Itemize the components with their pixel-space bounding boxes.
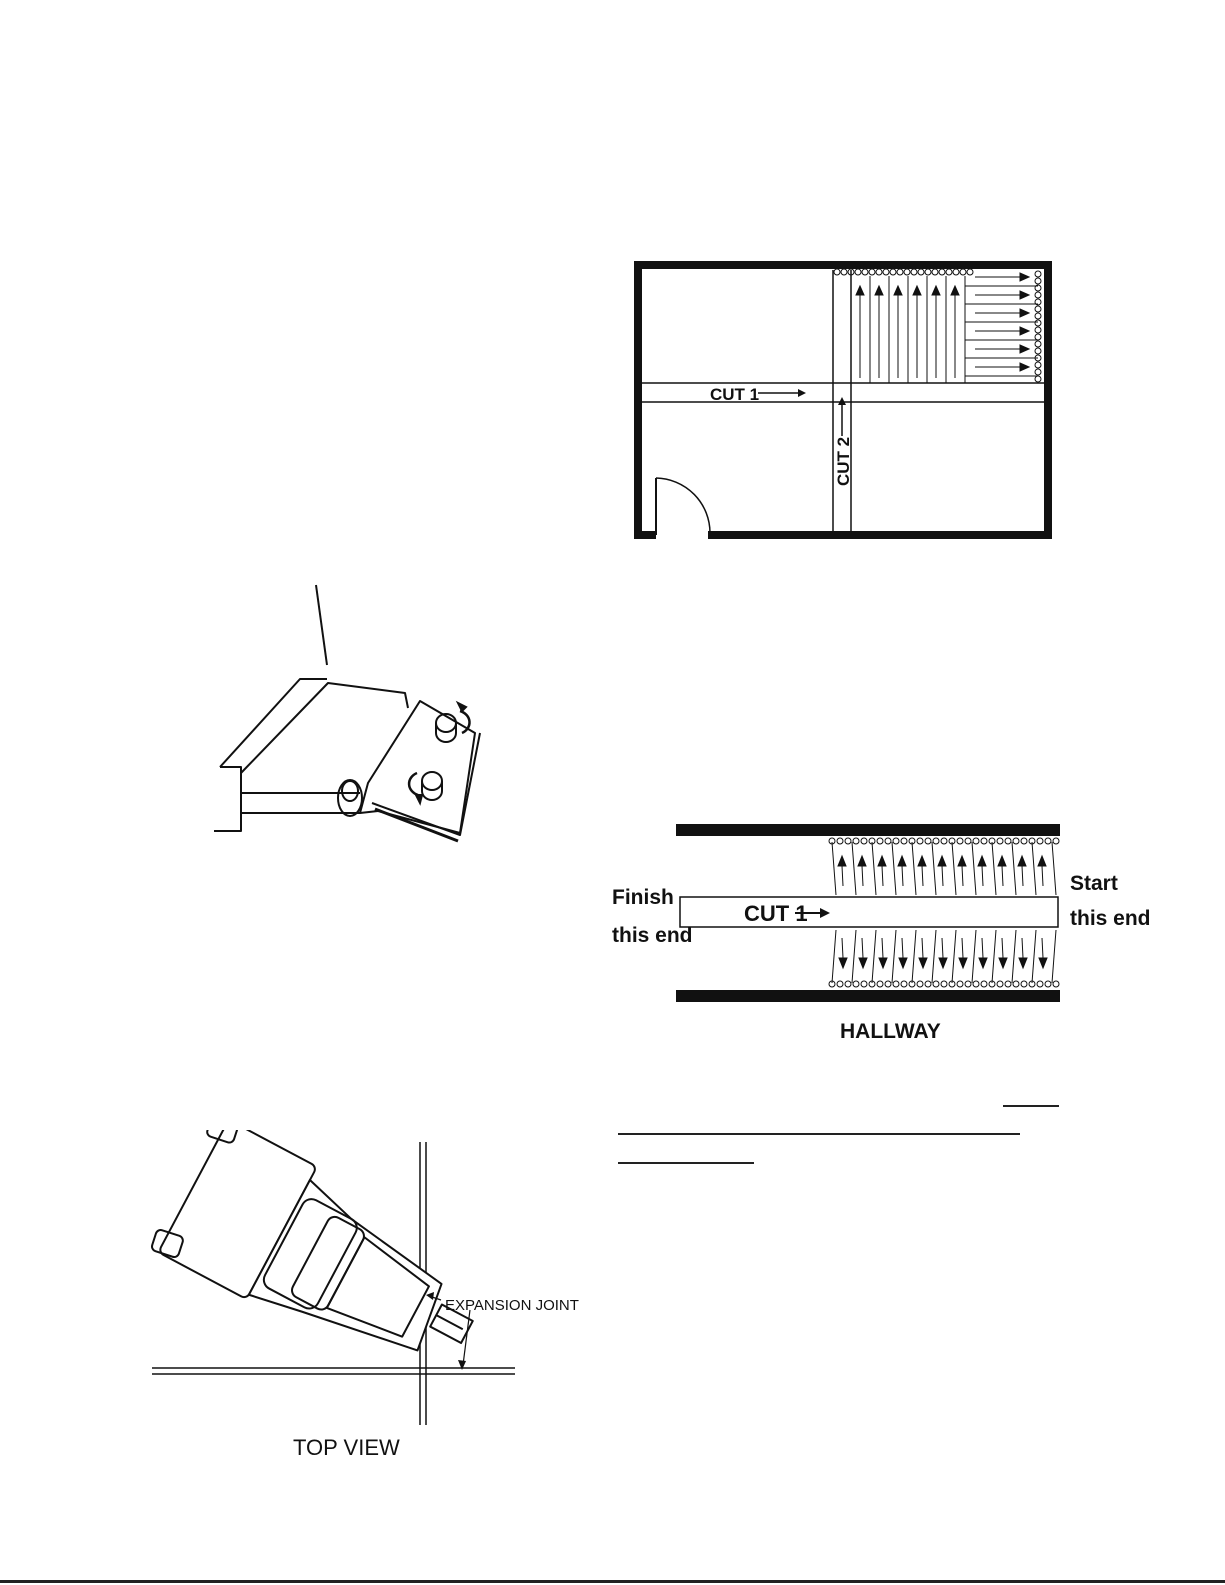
- blank-underline-1: [1003, 1105, 1059, 1107]
- hallway-lower-strips: [832, 930, 1056, 983]
- expansion-joint-label: EXPANSION JOINT: [445, 1297, 579, 1314]
- bolt-bottom: [409, 772, 442, 803]
- blank-underline-2: [618, 1133, 1020, 1135]
- page-bottom-rule: [0, 1580, 1225, 1583]
- room-cut1-label: CUT 1: [710, 385, 760, 404]
- hallway-curled-edge-bottom: [829, 981, 1059, 987]
- hallway-caption: HALLWAY: [840, 1020, 941, 1043]
- machine-top-view: [145, 1130, 503, 1399]
- hallway-cut-diagram: [610, 820, 1155, 1050]
- top-view-diagram: [145, 1130, 585, 1465]
- hallway-cut-band: [680, 897, 1058, 927]
- door-gap: [656, 530, 708, 540]
- blank-underline-3: [618, 1162, 754, 1164]
- top-view-caption: TOP VIEW: [293, 1435, 400, 1460]
- start-label-line1: Start: [1070, 872, 1118, 895]
- bolt-top: [436, 703, 470, 742]
- start-label-line2: this end: [1070, 907, 1151, 930]
- hallway-wall-top: [676, 824, 1060, 836]
- hallway-cut1-label: CUT 1: [744, 901, 808, 926]
- curled-tile-edge-right: [1035, 271, 1041, 382]
- door-swing-arc: [656, 478, 710, 533]
- hallway-wall-bottom: [676, 990, 1060, 1002]
- finish-label-line2: this end: [612, 924, 693, 947]
- blade-mount-illustration: [210, 583, 510, 853]
- finish-label-line1: Finish: [612, 886, 674, 909]
- room-cut-diagram: [630, 258, 1060, 544]
- hallway-curled-edge-top: [829, 838, 1059, 844]
- room-cut2-label: CUT 2: [834, 436, 853, 486]
- hallway-upper-strips: [832, 842, 1056, 895]
- curled-tile-edge-top: [834, 269, 973, 275]
